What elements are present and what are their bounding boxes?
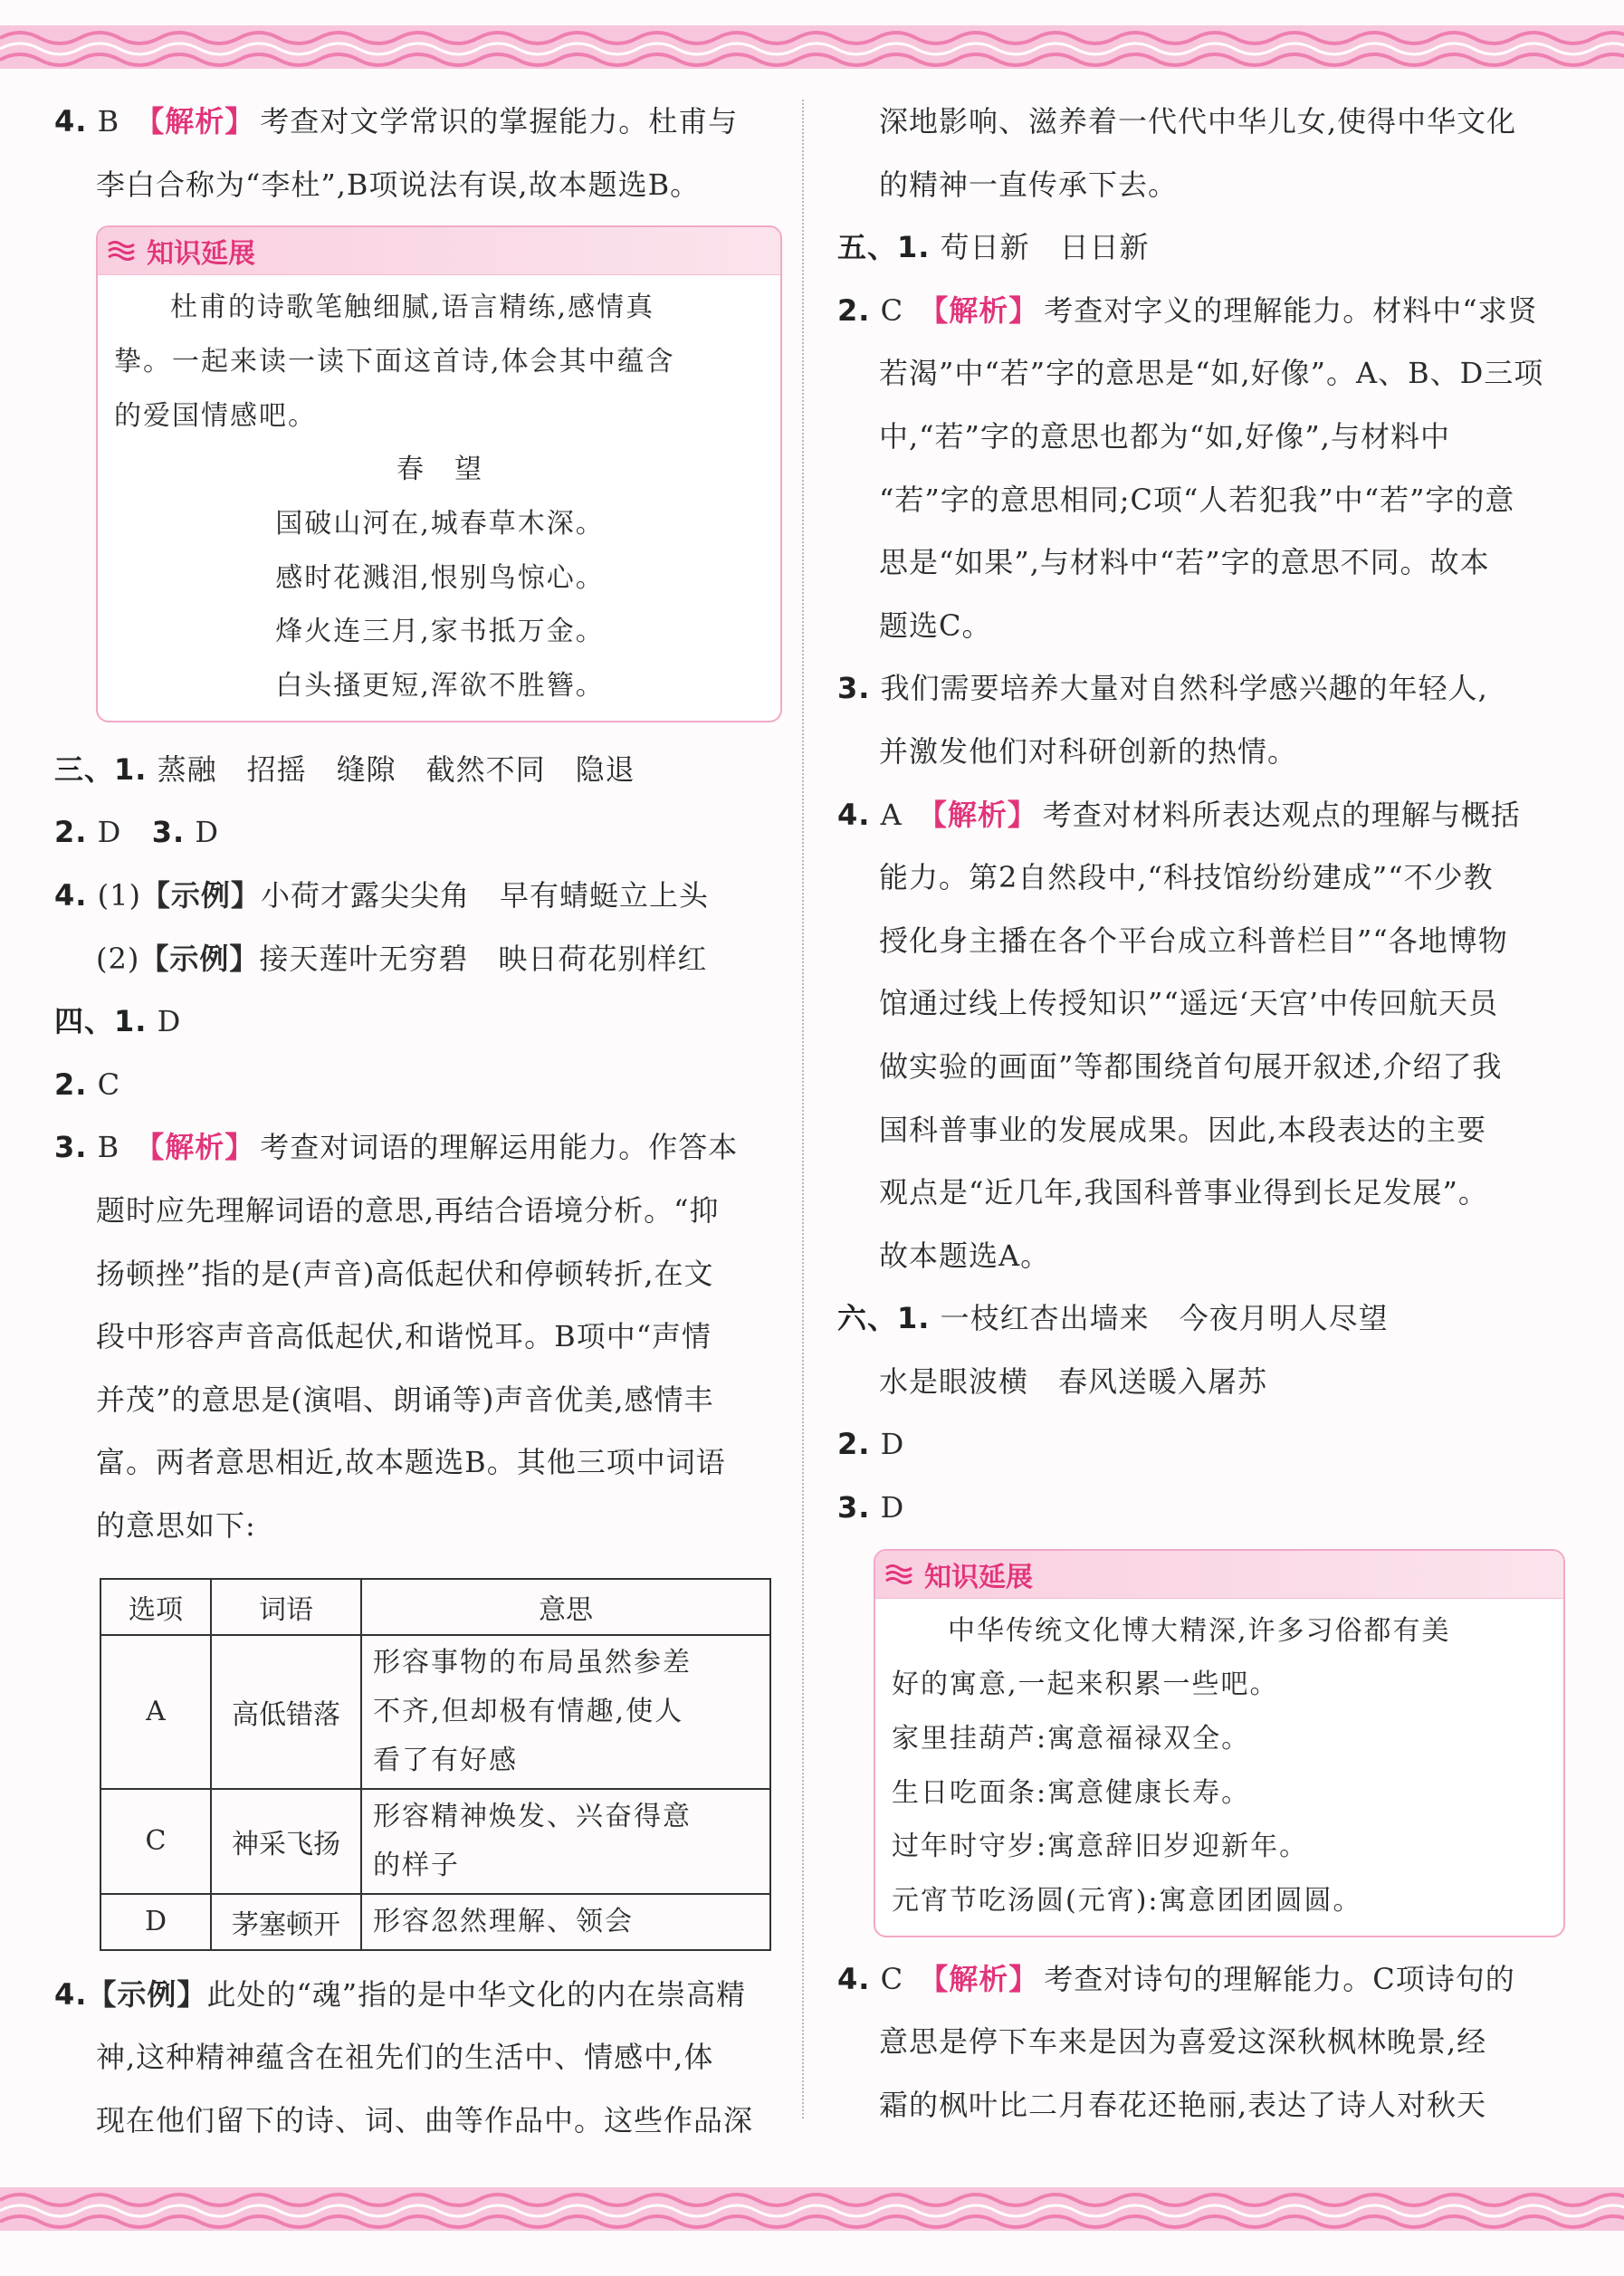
- word-meaning-table: [100, 1578, 771, 1951]
- left-column: 4. B 【解析】 考查对文学常识的掌握能力。杜甫与 李白合称为“李杜”,B项说法有误,故本题选B。 知识延展 杜甫的诗歌笔触细腻,语言精练,感情真 挚。一起来读一读下面这首诗,体会其中蕴含 的爱国情感吧。 春 望 国破山河在,城春草木深。 感时花溅泪,恨别鸟惊心。 烽火连三月,家书抵万金。 白头搔更短,浑欲不胜簪。 三、1. 蒸融 招摇 缝隙 截然不同 隐退 2. D 3. D 4. (1)【示例】小荷才露尖尖角 早有蜻蜓立上头 (2)【示例】接天莲叶无穷碧 映日荷花别样红 四、1. D 2. C 3. B 【解析】 考查对词语的理解运用能力。作答本 题时应先理解词语的意思,再结合语境分析。“抑 扬顿挫”指的是(声音)高低起伏和停顿转折,在文 段中形容声音高低起伏,和谐悦耳。B项中“声情 并茂”的意思是(演唱、朗诵等)声音优美,感情丰 富。两者意思相近,故本题选B。其他三项中词语 的意思如下: 选项 词语 意思 A 高低错落 形容事物的布局虽然参差 不齐,但却极有情趣,使人 看了有好感 C 神采飞扬 形容精神焕发、兴奋得意 的样子 D 茅塞顿开 形容忽然理解、领会 4.【示例】此处的“魂”指的是中华文化的内在崇高精 神,这种精神蕴含在祖先们的生活中、情感中,体 现在他们留下的诗、词、曲等作品中。这些作品深: [54, 91, 779, 2152]
- table-row: C 神采飞扬 形容精神焕发、兴奋得意 的样子: [100, 1789, 770, 1894]
- section-5-answers: 五、1. 苟日新 日日新: [837, 230, 1150, 265]
- poem-line: 感时花溅泪,恨别鸟惊心。: [275, 561, 605, 594]
- section-3-answers: 三、1. 蒸融 招摇 缝隙 截然不同 隐退: [54, 751, 635, 787]
- knowledge-box-1: 知识延展 杜甫的诗歌笔触细腻,语言精练,感情真 挚。一起来读一读下面这首诗,体会其中蕴含 的爱国情感吧。 春 望 国破山河在,城春草木深。 感时花溅泪,恨别鸟惊心。 烽火连三月,家书抵万金。 白头搔更短,浑欲不胜簪。: [96, 225, 782, 722]
- column-divider: [802, 100, 804, 2118]
- top-wave-border: [0, 20, 1624, 74]
- analysis-tag: 【解析】: [135, 104, 255, 139]
- section-4-answers: 四、1. D: [54, 1004, 182, 1039]
- poem-line: 烽火连三月,家书抵万金。: [275, 616, 605, 648]
- wave-lines-icon: [884, 1563, 917, 1586]
- poem-line: 白头搔更短,浑欲不胜簪。: [275, 670, 605, 703]
- section-6-answers: 六、1. 一枝红杏出墙来 今夜月明人尽望: [837, 1301, 1389, 1336]
- knowledge-box-2: 知识延展 中华传统文化博大精深,许多习俗都有美 好的寓意,一起来积累一些吧。 家里挂葫芦:寓意福禄双全。 生日吃面条:寓意健康长寿。 过年时守岁:寓意辞旧岁迎新年。 元宵节吃汤圆(元宵):寓意团团圆圆。: [874, 1549, 1565, 1937]
- poem-title: 春 望: [396, 454, 483, 486]
- wave-lines-icon: [107, 239, 139, 263]
- knowledge-box-header: 知识延展: [875, 1551, 1563, 1599]
- poem-line: 国破山河在,城春草木深。: [275, 508, 605, 540]
- table-header-row: 选项 词语 意思: [100, 1579, 770, 1635]
- knowledge-box-header: 知识延展: [98, 227, 780, 275]
- table-row: A 高低错落 形容事物的布局虽然参差 不齐,但却极有情趣,使人 看了有好感: [100, 1635, 770, 1789]
- answer-q4: 4. B 【解析】 考查对文学常识的掌握能力。杜甫与: [54, 104, 739, 139]
- right-column: 深地影响、滋养着一代代中华儿女,使得中华文化 的精神一直传承下去。 五、1. 苟日新 日日新 2. C 【解析】 考查对字义的理解能力。材料中“求贤 若渴”中“若”字的意思是“如,好像”。A、B、D三项 中,“若”字的意思也都为“如,好像”,与材料中 “若”字的意思相同;C项“人若犯我”中“若”字的意 思是“如果”,与材料中“若”字的意思不同。故本 题选C。 3. 我们需要培养大量对自然科学感兴趣的年轻人, 并激发他们对科研创新的热情。 4. A 【解析】 考查对材料所表达观点的理解与概括 能力。第2自然段中,“科技馆纷纷建成”“不少教 授化身主播在各个平台成立科普栏目”“各地博物 馆通过线上传授知识”“遥远‘天宫’中传回航天员 做实验的画面”等都围绕首句展开叙述,介绍了我 国科普事业的发展成果。因此,本段表达的主要 观点是“近几年,我国科普事业得到长足发展”。 故本题选A。 六、1. 一枝红杏出墙来 今夜月明人尽望 水是眼波横 春风送暖入屠苏 2. D 3. D 知识延展 中华传统文化博大精深,许多习俗都有美 好的寓意,一起来积累一些吧。 家里挂葫芦:寓意福禄双全。 生日吃面条:寓意健康长寿。 过年时守岁:寓意辞旧岁迎新年。 元宵节吃汤圆(元宵):寓意团团圆圆。 4. C 【解析】 考查对诗句的理解能力。C项诗句的 意思是停下车来是因为喜爱这深秋枫林晚景,经 霜的枫叶比二月春花还艳丽,表达了诗人对秋天: [837, 91, 1580, 2137]
- table-row: D 茅塞顿开 形容忽然理解、领会: [100, 1894, 770, 1950]
- bottom-wave-border: [0, 2182, 1624, 2236]
